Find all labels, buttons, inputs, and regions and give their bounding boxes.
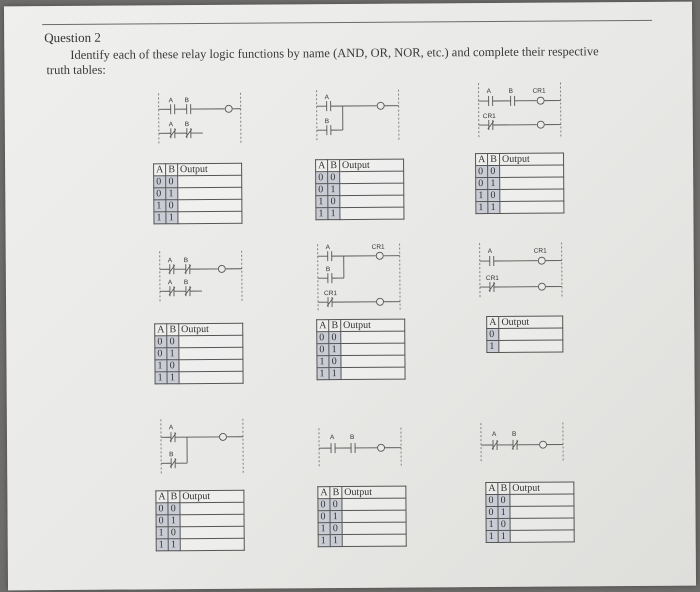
output-cell[interactable] bbox=[179, 371, 243, 383]
input-cell: 1 bbox=[328, 184, 340, 196]
diagram-5-label: B bbox=[325, 266, 331, 274]
input-column-header: A bbox=[155, 324, 167, 336]
truth-table-row bbox=[318, 510, 406, 523]
input-cell: 1 bbox=[155, 360, 167, 372]
input-cell: 1 bbox=[156, 539, 168, 551]
output-cell[interactable] bbox=[178, 175, 242, 187]
input-column-header: B bbox=[168, 491, 180, 503]
truth-table-row bbox=[317, 367, 405, 380]
input-cell: 0 bbox=[498, 494, 510, 506]
truth-table-row bbox=[486, 494, 574, 507]
output-cell[interactable] bbox=[180, 502, 244, 514]
output-cell[interactable] bbox=[341, 343, 405, 355]
input-column-header: A bbox=[476, 154, 488, 166]
truth-table-row bbox=[154, 199, 242, 212]
output-cell[interactable] bbox=[342, 522, 406, 534]
truth-table-row bbox=[476, 165, 564, 178]
truth-table-header-row bbox=[317, 319, 405, 332]
truth-table-row bbox=[318, 534, 406, 547]
output-cell[interactable] bbox=[499, 340, 563, 352]
output-cell[interactable] bbox=[500, 201, 564, 213]
diagram-5-label: CR1 bbox=[371, 243, 385, 251]
truth-table-row bbox=[476, 177, 564, 190]
truth-table-row bbox=[476, 189, 564, 202]
relay-diagram-8 bbox=[305, 428, 415, 469]
truth-table-9 bbox=[485, 481, 574, 543]
input-column-header: A bbox=[156, 491, 168, 503]
truth-table-row bbox=[316, 195, 404, 208]
truth-table-header-row bbox=[156, 490, 244, 503]
input-cell: 0 bbox=[168, 527, 180, 539]
input-cell: 1 bbox=[328, 208, 340, 220]
input-cell: 0 bbox=[167, 360, 179, 372]
truth-table-header-row bbox=[154, 163, 242, 176]
input-cell: 0 bbox=[318, 499, 330, 511]
diagram-2-label: B bbox=[324, 118, 330, 126]
input-cell: 1 bbox=[476, 190, 488, 202]
output-cell[interactable] bbox=[178, 187, 242, 199]
input-cell: 1 bbox=[476, 202, 488, 214]
input-cell: 0 bbox=[486, 494, 498, 506]
input-cell: 1 bbox=[316, 196, 328, 208]
relay-diagram-4 bbox=[146, 251, 256, 304]
input-cell: 1 bbox=[154, 200, 166, 212]
diagram-4-label: A bbox=[167, 279, 173, 287]
input-cell: 0 bbox=[476, 166, 488, 178]
truth-table-row bbox=[316, 183, 404, 196]
truth-table-row bbox=[317, 343, 405, 356]
truth-table-2 bbox=[315, 159, 404, 221]
relay-diagram-2 bbox=[303, 90, 413, 143]
output-cell[interactable] bbox=[340, 207, 404, 219]
diagram-5-label: CR1 bbox=[323, 290, 338, 298]
relay-diagram-9 bbox=[467, 422, 577, 463]
truth-table-row bbox=[487, 328, 563, 341]
input-column-header: A bbox=[317, 320, 329, 332]
output-cell[interactable] bbox=[342, 510, 406, 522]
output-cell[interactable] bbox=[180, 538, 244, 550]
diagram-2-label: A bbox=[324, 94, 329, 102]
output-cell[interactable] bbox=[341, 367, 405, 379]
input-cell: 1 bbox=[167, 372, 179, 384]
output-cell[interactable] bbox=[342, 498, 406, 510]
input-column-header: B bbox=[498, 482, 510, 494]
output-cell[interactable] bbox=[342, 534, 406, 546]
input-cell: 1 bbox=[498, 530, 510, 542]
relay-diagram-1 bbox=[145, 93, 255, 146]
output-cell[interactable] bbox=[341, 355, 405, 367]
input-cell: 1 bbox=[167, 348, 179, 360]
truth-table-row bbox=[318, 522, 406, 535]
input-cell: 0 bbox=[328, 172, 340, 184]
input-cell: 0 bbox=[156, 515, 168, 527]
truth-table-row bbox=[317, 331, 405, 344]
input-cell: 1 bbox=[488, 177, 500, 189]
input-cell: 1 bbox=[155, 372, 167, 384]
input-cell: 1 bbox=[488, 201, 500, 213]
output-cell[interactable] bbox=[180, 526, 244, 538]
truth-table-header-row bbox=[476, 153, 564, 166]
diagram-7-label: A bbox=[168, 424, 174, 432]
diagram-6-label: CR1 bbox=[485, 274, 499, 283]
output-column-header: Output bbox=[499, 153, 563, 165]
input-cell: 0 bbox=[318, 511, 330, 523]
input-cell: 1 bbox=[487, 340, 499, 352]
output-column-header: Output bbox=[342, 486, 406, 498]
truth-table-7 bbox=[155, 490, 244, 552]
input-cell: 0 bbox=[486, 506, 498, 518]
output-cell[interactable] bbox=[340, 183, 404, 195]
input-cell: 0 bbox=[329, 356, 341, 368]
input-cell: 0 bbox=[166, 176, 178, 188]
truth-table-row bbox=[156, 514, 244, 527]
truth-table-5 bbox=[316, 319, 405, 381]
relay-diagram-6 bbox=[466, 242, 576, 299]
truth-table-header-row bbox=[316, 159, 404, 172]
input-cell: 0 bbox=[155, 348, 167, 360]
instruction-line-2: truth tables: bbox=[46, 62, 106, 78]
output-cell[interactable] bbox=[178, 199, 242, 211]
diagram-1-label: B bbox=[184, 121, 190, 129]
truth-table-row bbox=[486, 518, 574, 531]
truth-table-row bbox=[318, 498, 406, 511]
input-cell: 1 bbox=[317, 356, 329, 368]
input-cell: 0 bbox=[156, 503, 168, 515]
truth-table-header-row bbox=[318, 486, 406, 499]
truth-table-row bbox=[156, 526, 244, 539]
input-cell: 0 bbox=[476, 178, 488, 190]
input-cell: 1 bbox=[154, 212, 166, 224]
diagram-3-label: CR1 bbox=[482, 112, 496, 121]
input-column-header: A bbox=[486, 482, 498, 494]
input-cell: 1 bbox=[486, 530, 498, 542]
input-cell: 0 bbox=[488, 165, 500, 177]
output-column-header: Output bbox=[341, 319, 405, 331]
truth-table-row bbox=[155, 359, 243, 372]
input-cell: 0 bbox=[317, 332, 329, 344]
input-cell: 1 bbox=[498, 506, 510, 518]
output-cell[interactable] bbox=[499, 328, 563, 340]
truth-table-row bbox=[487, 340, 563, 353]
input-column-header: A bbox=[318, 487, 330, 499]
relay-diagram-5 bbox=[304, 244, 414, 313]
input-column-header: B bbox=[488, 153, 500, 165]
truth-table-8 bbox=[317, 486, 406, 548]
diagram-5-label: A bbox=[325, 244, 331, 252]
input-cell: 1 bbox=[166, 188, 178, 200]
truth-table-1 bbox=[153, 163, 242, 225]
output-cell[interactable] bbox=[510, 506, 574, 518]
input-column-header: B bbox=[330, 487, 342, 499]
question-number: Question 2 bbox=[44, 29, 101, 46]
truth-table-row bbox=[154, 211, 242, 224]
input-cell: 1 bbox=[330, 535, 342, 547]
input-cell: 1 bbox=[168, 515, 180, 527]
truth-table-row bbox=[155, 347, 243, 360]
truth-table-row bbox=[476, 201, 564, 214]
diagram-9-label: A bbox=[491, 430, 497, 439]
input-cell: 0 bbox=[154, 188, 166, 200]
truth-table-header-row bbox=[486, 482, 574, 495]
diagram-1-label: B bbox=[184, 97, 190, 105]
input-cell: 1 bbox=[317, 368, 329, 380]
input-cell: 0 bbox=[154, 176, 166, 188]
output-cell[interactable] bbox=[340, 195, 404, 207]
truth-table-row bbox=[317, 355, 405, 368]
output-column-header: Output bbox=[177, 163, 241, 175]
input-cell: 0 bbox=[330, 499, 342, 511]
output-cell[interactable] bbox=[510, 494, 574, 506]
truth-table-row bbox=[155, 371, 243, 384]
truth-table-row bbox=[156, 502, 244, 515]
truth-table-row bbox=[156, 538, 244, 551]
output-cell[interactable] bbox=[179, 347, 243, 359]
truth-table-row bbox=[486, 506, 574, 519]
input-cell: 0 bbox=[155, 336, 167, 348]
diagram-7-label: B bbox=[169, 451, 174, 459]
input-cell: 0 bbox=[329, 332, 341, 344]
input-column-header: B bbox=[167, 324, 179, 336]
input-cell: 1 bbox=[318, 523, 330, 535]
input-cell: 0 bbox=[330, 523, 342, 535]
input-cell: 0 bbox=[488, 189, 500, 201]
truth-table-4 bbox=[154, 323, 243, 385]
relay-diagram-7 bbox=[147, 419, 257, 476]
relay-diagram-3 bbox=[465, 82, 575, 139]
diagram-6-label: A bbox=[487, 248, 493, 256]
input-cell: 1 bbox=[318, 535, 330, 547]
input-cell: 1 bbox=[486, 518, 498, 530]
input-cell: 1 bbox=[329, 368, 341, 380]
input-cell: 0 bbox=[317, 344, 329, 356]
input-cell: 0 bbox=[168, 503, 180, 515]
output-cell[interactable] bbox=[180, 514, 244, 526]
instruction-line-1: Identify each of these relay logic functions by name (AND, OR, NOR, etc.) and complete their respective bbox=[70, 44, 599, 62]
input-column-header: B bbox=[166, 164, 178, 176]
input-cell: 0 bbox=[316, 184, 328, 196]
output-cell[interactable] bbox=[341, 331, 405, 343]
input-cell: 1 bbox=[329, 344, 341, 356]
input-column-header: B bbox=[328, 160, 340, 172]
input-cell: 0 bbox=[498, 518, 510, 530]
output-cell[interactable] bbox=[500, 189, 564, 201]
output-column-header: Output bbox=[180, 490, 244, 502]
input-cell: 1 bbox=[168, 539, 180, 551]
truth-table-row bbox=[316, 207, 404, 220]
truth-table-row bbox=[154, 187, 242, 200]
input-cell: 1 bbox=[156, 527, 168, 539]
diagram-1-label: A bbox=[168, 121, 174, 129]
output-column-header: Output bbox=[339, 159, 403, 171]
worksheet-page bbox=[4, 2, 696, 591]
output-cell[interactable] bbox=[340, 171, 404, 183]
input-column-header: A bbox=[487, 316, 499, 328]
output-column-header: Output bbox=[179, 323, 243, 335]
input-cell: 1 bbox=[166, 212, 178, 224]
truth-table-row bbox=[155, 335, 243, 348]
truth-table-6 bbox=[486, 316, 563, 354]
input-cell: 0 bbox=[166, 200, 178, 212]
input-column-header: B bbox=[329, 320, 341, 332]
diagram-3-label: CR1 bbox=[532, 87, 546, 95]
truth-table-header-row bbox=[487, 316, 563, 329]
truth-table-header-row bbox=[155, 323, 243, 336]
input-cell: 1 bbox=[330, 511, 342, 523]
input-column-header: A bbox=[316, 160, 328, 172]
diagram-8-label: B bbox=[349, 433, 355, 442]
input-cell: 1 bbox=[316, 208, 328, 220]
diagram-6-label: CR1 bbox=[533, 247, 547, 255]
diagram-8-label: A bbox=[329, 434, 335, 442]
output-column-header: Output bbox=[510, 482, 574, 494]
diagram-9-label: B bbox=[511, 430, 517, 438]
output-cell[interactable] bbox=[178, 211, 242, 223]
output-cell[interactable] bbox=[510, 530, 574, 542]
truth-table-3 bbox=[475, 153, 564, 215]
output-cell[interactable] bbox=[179, 335, 243, 347]
truth-table-row bbox=[154, 175, 242, 188]
output-column-header: Output bbox=[499, 316, 563, 328]
input-cell: 0 bbox=[316, 172, 328, 184]
input-cell: 0 bbox=[167, 336, 179, 348]
output-cell[interactable] bbox=[510, 518, 574, 530]
diagram-4-label: A bbox=[167, 257, 173, 265]
input-column-header: A bbox=[154, 164, 166, 176]
diagram-3-label: B bbox=[508, 87, 513, 95]
diagram-4-label: B bbox=[183, 257, 189, 265]
input-cell: 0 bbox=[328, 196, 340, 208]
input-cell: 0 bbox=[487, 328, 499, 340]
truth-table-row bbox=[486, 530, 574, 543]
header-rule bbox=[42, 20, 652, 25]
diagram-4-label: B bbox=[183, 279, 189, 287]
truth-table-row bbox=[316, 171, 404, 184]
output-cell[interactable] bbox=[179, 359, 243, 371]
diagram-3-label: A bbox=[486, 88, 491, 96]
output-cell[interactable] bbox=[499, 165, 563, 177]
output-cell[interactable] bbox=[500, 177, 564, 189]
diagram-1-label: A bbox=[168, 97, 174, 105]
